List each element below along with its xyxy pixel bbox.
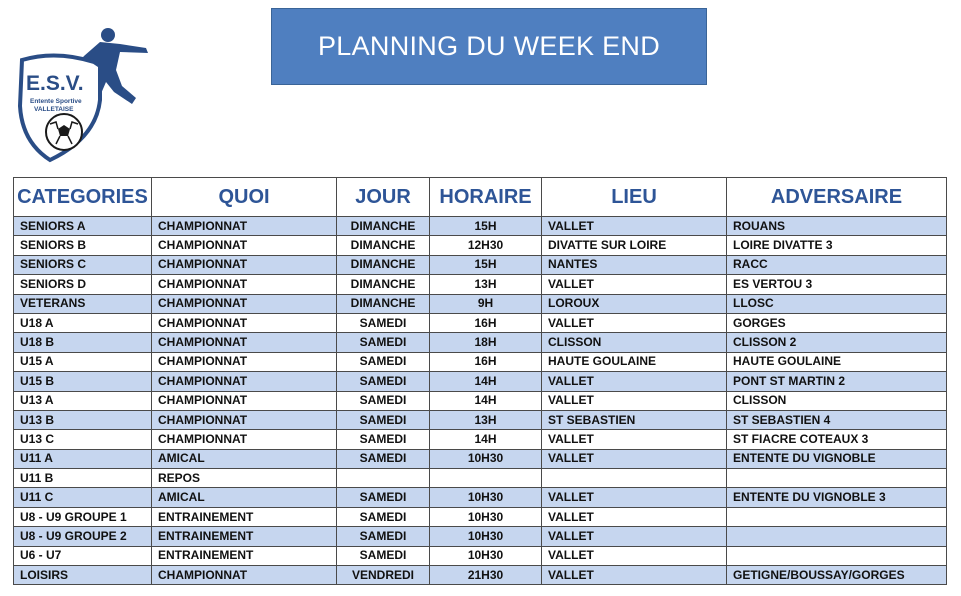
cell-lieu: VALLET — [542, 488, 727, 507]
cell-horaire: 16H — [430, 313, 542, 332]
table-row — [14, 546, 947, 565]
cell-adversaire: LOIRE DIVATTE 3 — [727, 236, 947, 255]
cell-adversaire: ROUANS — [727, 217, 947, 236]
cell-jour: DIMANCHE — [337, 275, 430, 294]
cell-quoi: AMICAL — [152, 488, 337, 507]
cell-lieu — [542, 469, 727, 488]
cell-adversaire: PONT ST MARTIN 2 — [727, 372, 947, 391]
table-row — [14, 410, 947, 429]
cell-quoi: CHAMPIONNAT — [152, 372, 337, 391]
cell-categorie: U18 A — [14, 313, 152, 332]
cell-horaire: 18H — [430, 333, 542, 352]
club-logo — [16, 26, 158, 166]
cell-quoi: CHAMPIONNAT — [152, 410, 337, 429]
cell-horaire: 14H — [430, 391, 542, 410]
cell-categorie: LOISIRS — [14, 566, 152, 585]
table-row — [14, 391, 947, 410]
cell-lieu: ST SEBASTIEN — [542, 410, 727, 429]
table-row — [14, 527, 947, 546]
cell-horaire: 12H30 — [430, 236, 542, 255]
cell-jour: SAMEDI — [337, 352, 430, 371]
cell-lieu: VALLET — [542, 507, 727, 526]
cell-jour: DIMANCHE — [337, 236, 430, 255]
cell-horaire: 10H30 — [430, 507, 542, 526]
cell-jour: SAMEDI — [337, 410, 430, 429]
table-row — [14, 294, 947, 313]
cell-categorie: SENIORS A — [14, 217, 152, 236]
cell-quoi: CHAMPIONNAT — [152, 333, 337, 352]
cell-categorie: U8 - U9 GROUPE 2 — [14, 527, 152, 546]
header-categories: CATEGORIES — [14, 178, 152, 217]
cell-horaire: 10H30 — [430, 527, 542, 546]
table-row — [14, 430, 947, 449]
cell-adversaire: RACC — [727, 255, 947, 274]
cell-lieu: VALLET — [542, 449, 727, 468]
cell-jour: SAMEDI — [337, 449, 430, 468]
table-row — [14, 313, 947, 332]
cell-quoi: CHAMPIONNAT — [152, 430, 337, 449]
cell-adversaire — [727, 527, 947, 546]
cell-jour: SAMEDI — [337, 333, 430, 352]
cell-quoi: REPOS — [152, 469, 337, 488]
cell-horaire: 10H30 — [430, 546, 542, 565]
cell-quoi: AMICAL — [152, 449, 337, 468]
page-title: PLANNING DU WEEK END — [317, 31, 661, 61]
cell-lieu: NANTES — [542, 255, 727, 274]
cell-categorie: U11 C — [14, 488, 152, 507]
table-row — [14, 372, 947, 391]
cell-adversaire: ENTENTE DU VIGNOBLE 3 — [727, 488, 947, 507]
cell-jour: DIMANCHE — [337, 255, 430, 274]
cell-adversaire — [727, 546, 947, 565]
cell-adversaire: ENTENTE DU VIGNOBLE — [727, 449, 947, 468]
cell-adversaire: GETIGNE/BOUSSAY/GORGES — [727, 566, 947, 585]
cell-jour: DIMANCHE — [337, 294, 430, 313]
cell-adversaire: CLISSON — [727, 391, 947, 410]
cell-quoi: CHAMPIONNAT — [152, 352, 337, 371]
logo-line1: Entente Sportive — [30, 98, 82, 105]
cell-quoi: ENTRAINEMENT — [152, 527, 337, 546]
cell-quoi: CHAMPIONNAT — [152, 313, 337, 332]
cell-lieu: LOROUX — [542, 294, 727, 313]
cell-jour: SAMEDI — [337, 507, 430, 526]
cell-horaire: 13H — [430, 410, 542, 429]
cell-adversaire: CLISSON 2 — [727, 333, 947, 352]
cell-categorie: U8 - U9 GROUPE 1 — [14, 507, 152, 526]
schedule-table — [13, 177, 947, 585]
cell-adversaire: GORGES — [727, 313, 947, 332]
cell-lieu: VALLET — [542, 275, 727, 294]
cell-lieu: VALLET — [542, 217, 727, 236]
table-row — [14, 217, 947, 236]
cell-lieu: HAUTE GOULAINE — [542, 352, 727, 371]
cell-categorie: SENIORS C — [14, 255, 152, 274]
logo-abbr: E.S.V. — [26, 72, 84, 95]
cell-lieu: VALLET — [542, 372, 727, 391]
cell-horaire: 15H — [430, 255, 542, 274]
cell-categorie: U15 B — [14, 372, 152, 391]
cell-horaire: 13H — [430, 275, 542, 294]
table-row — [14, 352, 947, 371]
table-header-row — [14, 178, 947, 217]
cell-adversaire: ST SEBASTIEN 4 — [727, 410, 947, 429]
cell-horaire — [430, 469, 542, 488]
cell-quoi: ENTRAINEMENT — [152, 546, 337, 565]
cell-adversaire: ST FIACRE COTEAUX 3 — [727, 430, 947, 449]
cell-lieu: VALLET — [542, 566, 727, 585]
cell-categorie: U11 B — [14, 469, 152, 488]
cell-jour — [337, 469, 430, 488]
table-row — [14, 507, 947, 526]
header-horaire: HORAIRE — [430, 178, 542, 217]
cell-jour: DIMANCHE — [337, 217, 430, 236]
table-row — [14, 333, 947, 352]
cell-jour: SAMEDI — [337, 391, 430, 410]
cell-categorie: U18 B — [14, 333, 152, 352]
cell-horaire: 10H30 — [430, 449, 542, 468]
cell-adversaire: LLOSC — [727, 294, 947, 313]
cell-categorie: U13 B — [14, 410, 152, 429]
cell-horaire: 16H — [430, 352, 542, 371]
cell-horaire: 14H — [430, 430, 542, 449]
cell-quoi: CHAMPIONNAT — [152, 236, 337, 255]
cell-adversaire: ES VERTOU 3 — [727, 275, 947, 294]
table-row — [14, 469, 947, 488]
cell-quoi: CHAMPIONNAT — [152, 391, 337, 410]
cell-categorie: VETERANS — [14, 294, 152, 313]
cell-quoi: CHAMPIONNAT — [152, 217, 337, 236]
table-row — [14, 275, 947, 294]
cell-jour: SAMEDI — [337, 430, 430, 449]
cell-horaire: 9H — [430, 294, 542, 313]
cell-categorie: U11 A — [14, 449, 152, 468]
cell-quoi: ENTRAINEMENT — [152, 507, 337, 526]
cell-jour: VENDREDI — [337, 566, 430, 585]
cell-categorie: SENIORS D — [14, 275, 152, 294]
cell-lieu: VALLET — [542, 391, 727, 410]
header-lieu: LIEU — [542, 178, 727, 217]
cell-horaire: 15H — [430, 217, 542, 236]
cell-quoi: CHAMPIONNAT — [152, 294, 337, 313]
logo-line2: VALLETAISE — [34, 106, 74, 113]
cell-adversaire: HAUTE GOULAINE — [727, 352, 947, 371]
header-jour: JOUR — [337, 178, 430, 217]
cell-quoi: CHAMPIONNAT — [152, 566, 337, 585]
cell-lieu: VALLET — [542, 430, 727, 449]
header-adversaire: ADVERSAIRE — [727, 178, 947, 217]
cell-categorie: SENIORS B — [14, 236, 152, 255]
cell-jour: SAMEDI — [337, 372, 430, 391]
football-icon — [46, 114, 82, 150]
cell-horaire: 10H30 — [430, 488, 542, 507]
header-quoi: QUOI — [152, 178, 337, 217]
cell-jour: SAMEDI — [337, 313, 430, 332]
cell-jour: SAMEDI — [337, 488, 430, 507]
cell-lieu: VALLET — [542, 313, 727, 332]
cell-categorie: U6 - U7 — [14, 546, 152, 565]
table-row — [14, 488, 947, 507]
cell-adversaire — [727, 507, 947, 526]
cell-lieu: VALLET — [542, 546, 727, 565]
table-row — [14, 566, 947, 585]
cell-categorie: U15 A — [14, 352, 152, 371]
cell-jour: SAMEDI — [337, 546, 430, 565]
title-banner — [271, 8, 707, 85]
cell-quoi: CHAMPIONNAT — [152, 255, 337, 274]
cell-categorie: U13 A — [14, 391, 152, 410]
cell-quoi: CHAMPIONNAT — [152, 275, 337, 294]
cell-lieu: DIVATTE SUR LOIRE — [542, 236, 727, 255]
cell-categorie: U13 C — [14, 430, 152, 449]
table-row — [14, 255, 947, 274]
cell-horaire: 21H30 — [430, 566, 542, 585]
table-row — [14, 236, 947, 255]
cell-jour: SAMEDI — [337, 527, 430, 546]
cell-lieu: CLISSON — [542, 333, 727, 352]
cell-adversaire — [727, 469, 947, 488]
cell-lieu: VALLET — [542, 527, 727, 546]
cell-horaire: 14H — [430, 372, 542, 391]
table-row — [14, 449, 947, 468]
